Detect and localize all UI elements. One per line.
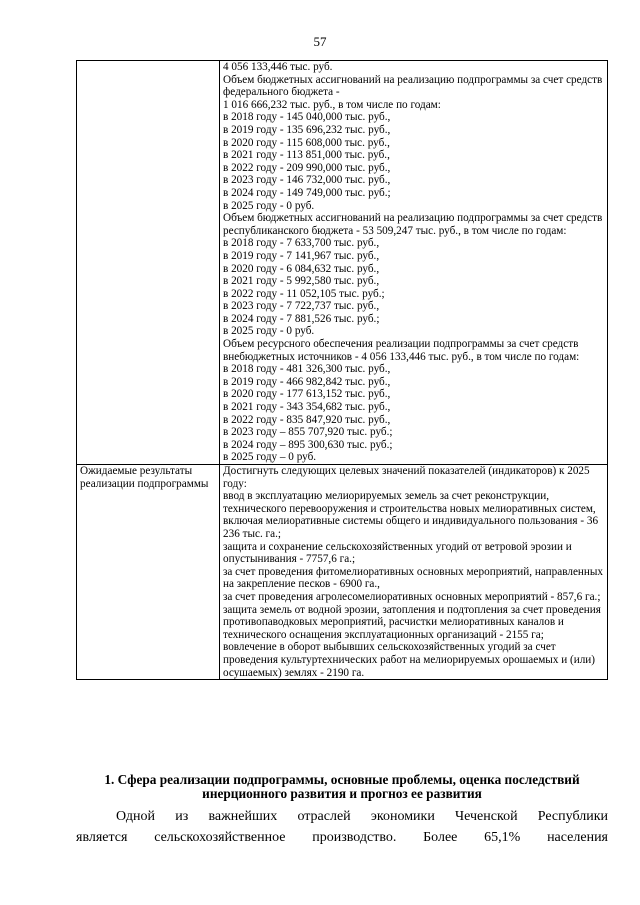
cell-line: за счет проведения агролесомелиоративных основных мероприятий - 857,6 га.; <box>223 590 601 603</box>
cell-line: в 2020 году - 177 613,152 тыс. руб., <box>223 388 391 401</box>
results-cell <box>220 465 608 680</box>
cell-line: Объем бюджетных ассигнований на реализацию подпрограммы за счет средств республиканского бюджета - 53 509,247 тыс. руб., в том числе по годам: <box>223 212 603 237</box>
cell-line: в 2022 году - 209 990,000 тыс. руб., <box>223 161 391 174</box>
cell-line: в 2018 году - 145 040,000 тыс. руб., <box>223 111 391 124</box>
cell-line: в 2019 году - 7 141,967 тыс. руб., <box>223 249 380 262</box>
cell-line: в 2020 году - 115 608,000 тыс. руб., <box>223 136 390 149</box>
cell-line: в 2024 году - 149 749,000 тыс. руб.; <box>223 186 391 199</box>
section-heading: 1. Сфера реализации подпрограммы, основные проблемы, оценка последствий инерционного развития и прогноз ее развития <box>104 772 580 801</box>
cell-line: в 2021 году - 113 851,000 тыс. руб., <box>223 149 390 162</box>
body-paragraph <box>76 806 608 848</box>
table-row <box>77 465 608 680</box>
cell-line: за счет проведения фитомелиоративных основных мероприятий, направленных на закрепление песков - 6900 га., <box>223 565 603 591</box>
cell-line: в 2023 году – 855 707,920 тыс. руб.; <box>223 426 393 439</box>
funding-cell <box>220 61 608 465</box>
cell-line: Достигнуть следующих целевых значений показателей (индикаторов) к 2025 году: <box>223 465 590 490</box>
cell-line: в 2022 году - 11 052,105 тыс. руб.; <box>223 287 385 300</box>
cell-line: в 2021 году - 343 354,682 тыс. руб., <box>223 401 391 414</box>
cell-line: в 2025 году – 0 руб. <box>223 451 317 464</box>
paragraph-line: является сельскохозяйственное производство. Более 65,1% населения <box>76 830 608 845</box>
cell-line: в 2025 году - 0 руб. <box>223 199 315 212</box>
paragraph-line: Одной из важнейших отраслей экономики Чеченской Республики <box>116 809 608 824</box>
row-label: Ожидаемые результаты реализации подпрограммы <box>80 465 209 490</box>
cell-line: в 2024 году - 7 881,526 тыс. руб.; <box>223 312 380 325</box>
cell-line: в 2019 году - 135 696,232 тыс. руб., <box>223 123 391 136</box>
cell-line: защита земель от водной эрозии, затопления и подтопления за счет проведения противопаводковых мероприятий, расчистки мелиоративных каналов и технического оснащения эксплуатационных организаций - 2155 га; <box>223 603 601 641</box>
table-row <box>77 61 608 465</box>
page-number: 57 <box>313 34 327 49</box>
cell-line: в 2024 году – 895 300,630 тыс. руб.; <box>223 438 393 451</box>
cell-line: в 2022 году - 835 847,920 тыс. руб., <box>223 413 391 426</box>
cell-line: в 2018 году - 481 326,300 тыс. руб., <box>223 363 391 376</box>
cell-line: в 2018 году - 7 633,700 тыс. руб., <box>223 237 380 250</box>
cell-line: в 2021 году - 5 992,580 тыс. руб., <box>223 275 380 288</box>
cell-line: Объем бюджетных ассигнований на реализацию подпрограммы за счет средств федерального бюджета - <box>223 73 603 99</box>
cell-line: в 2023 году - 146 732,000 тыс. руб., <box>223 174 391 187</box>
subprogram-passport-table <box>76 60 608 680</box>
cell-line: в 2019 году - 466 982,842 тыс. руб., <box>223 375 391 388</box>
row-label-cell <box>77 61 220 465</box>
cell-line: вовлечение в оборот выбывших сельскохозяйственных угодий за счет проведения культуртехнических работ на мелиорируемых орошаемых и (или) осушаемых) землях - 2190 га. <box>223 641 595 679</box>
row-label-cell <box>77 465 220 680</box>
cell-line: в 2025 году - 0 руб. <box>223 325 315 338</box>
cell-line: Объем ресурсного обеспечения реализации подпрограммы за счет средств внебюджетных источников - 4 056 133,446 тыс. руб., в том числе по годам: <box>223 338 580 363</box>
cell-line: 1 016 666,232 тыс. руб., в том числе по годам: <box>223 98 441 111</box>
cell-line: в 2020 году - 6 084,632 тыс. руб., <box>223 262 380 275</box>
cell-line: защита и сохранение сельскохозяйственных угодий от ветровой эрозии и опустынивания - 7757,6 га.; <box>223 540 572 566</box>
cell-line: ввод в эксплуатацию мелиорируемых земель за счет реконструкции, технического перевооружения и строительства новых мелиоративных систем, включая мелиоративные системы общего и индивидуального пользования - 36 236 тыс. га.; <box>223 490 599 540</box>
cell-line: в 2023 году - 7 722,737 тыс. руб., <box>223 300 380 313</box>
cell-line: 4 056 133,446 тыс. руб. <box>223 61 333 73</box>
